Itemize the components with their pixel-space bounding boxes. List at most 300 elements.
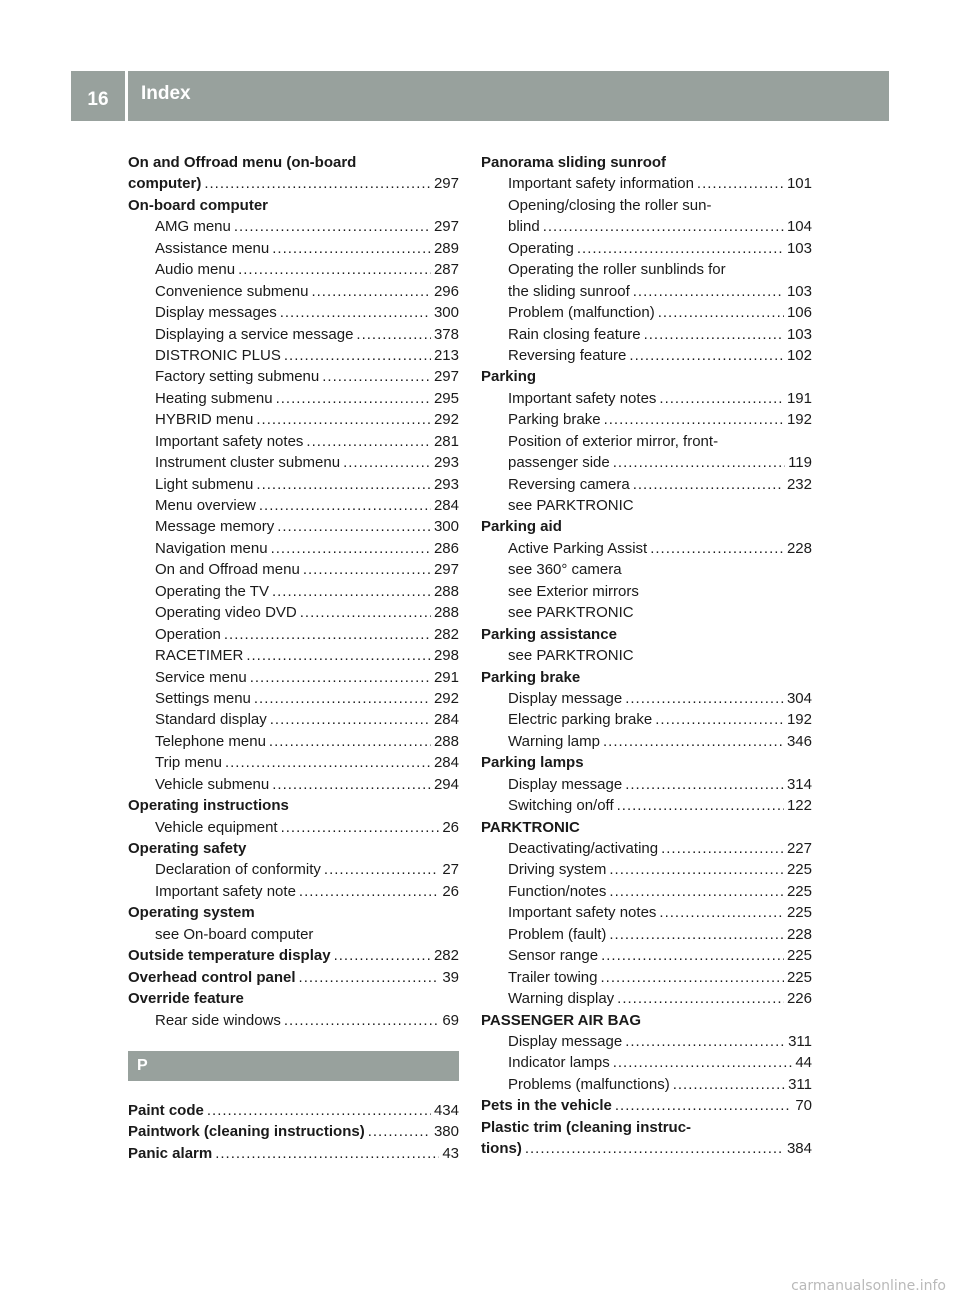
- entry-label: Driving system: [508, 861, 607, 879]
- entry-label: Important safety information: [508, 175, 694, 193]
- index-entry: [481, 1095, 812, 1116]
- index-subentry: [128, 366, 459, 387]
- page-reference[interactable]: 297: [433, 368, 459, 386]
- entry-label: Overhead control panel: [128, 968, 296, 986]
- page-reference[interactable]: 192: [786, 411, 812, 429]
- page-reference[interactable]: 191: [786, 389, 812, 407]
- leader-dots: [617, 795, 784, 816]
- page-reference[interactable]: 292: [433, 689, 459, 707]
- entry-label: the sliding sunroof: [508, 282, 630, 300]
- leader-dots: [254, 688, 431, 709]
- page-reference[interactable]: 297: [433, 561, 459, 579]
- entry-label: Operating video DVD: [155, 604, 297, 622]
- index-subentry: [128, 859, 459, 880]
- leader-dots: [306, 431, 431, 452]
- index-entry: [128, 1121, 459, 1142]
- page-reference[interactable]: 226: [786, 990, 812, 1008]
- entry-label: On and Offroad menu: [155, 561, 300, 579]
- index-subtext: [481, 495, 812, 516]
- index-subentry: [128, 731, 459, 752]
- index-entry: [128, 1143, 459, 1164]
- index-subentry: [481, 388, 812, 409]
- leader-dots: [644, 324, 784, 345]
- page-reference[interactable]: 297: [433, 218, 459, 236]
- index-subentry: [481, 324, 812, 345]
- page-reference[interactable]: 297: [433, 175, 459, 193]
- page-reference[interactable]: 288: [433, 604, 459, 622]
- heading-text: PASSENGER AIR BAG: [481, 1011, 642, 1029]
- index-subentry: [128, 324, 459, 345]
- header-divider: [125, 71, 128, 121]
- entry-label: Display message: [508, 1032, 623, 1050]
- index-subentry: [128, 559, 459, 580]
- entry-label: HYBRID menu: [155, 411, 254, 429]
- leader-dots: [299, 881, 439, 902]
- index-subtext: [481, 645, 812, 666]
- leader-dots: [259, 495, 431, 516]
- index-subentry: [128, 259, 459, 280]
- index-heading: [481, 516, 812, 537]
- leader-dots: [673, 1074, 785, 1095]
- index-subentry: [128, 238, 459, 259]
- page-reference[interactable]: 122: [786, 797, 812, 815]
- index-heading: [481, 667, 812, 688]
- page-reference[interactable]: 284: [433, 497, 459, 514]
- entry-label: Reversing camera: [508, 475, 630, 493]
- leader-dots: [272, 774, 431, 795]
- leader-dots: [207, 1100, 431, 1121]
- heading-text: Parking lamps: [481, 754, 584, 772]
- index-subentry: [481, 731, 812, 752]
- entry-label: Warning lamp: [508, 732, 600, 750]
- index-subtext: [481, 581, 812, 602]
- leader-dots: [609, 924, 784, 945]
- entry-label: Parking brake: [508, 411, 601, 429]
- entry-label: Paint code: [128, 1101, 204, 1119]
- page-reference[interactable]: 284: [433, 754, 459, 772]
- entry-text: see On-board computer: [155, 925, 314, 943]
- heading-text: Parking aid: [481, 518, 562, 536]
- entry-label: Active Parking Assist: [508, 539, 648, 557]
- leader-dots: [272, 581, 431, 602]
- entry-label: Vehicle equipment: [155, 818, 278, 836]
- page-reference[interactable]: 43: [442, 1144, 459, 1162]
- index-subentry: [481, 881, 812, 902]
- leader-dots: [659, 902, 784, 923]
- entry-label: Instrument cluster submenu: [155, 454, 341, 472]
- entry-text: Opening/closing the roller sun-: [508, 196, 712, 214]
- page-reference[interactable]: 227: [786, 840, 812, 857]
- index-subentry: [128, 624, 459, 645]
- index-subentry: [128, 645, 459, 666]
- page-reference[interactable]: 281: [433, 432, 459, 450]
- page-reference[interactable]: 39: [442, 968, 459, 986]
- index-subentry: [128, 281, 459, 302]
- index-entry: [128, 173, 459, 194]
- index-subentry: [481, 1031, 812, 1052]
- index-subtext: [481, 259, 812, 280]
- index-subentry: [128, 495, 459, 516]
- index-subentry: [481, 1074, 812, 1095]
- heading-text: Operating system: [128, 904, 255, 922]
- heading-text: Panorama sliding sunroof: [481, 154, 667, 171]
- index-subentry: [481, 538, 812, 559]
- index-subentry: [481, 924, 812, 945]
- leader-dots: [613, 452, 785, 473]
- index-heading: [481, 624, 812, 645]
- leader-dots: [334, 945, 431, 966]
- heading-text: PARKTRONIC: [481, 818, 580, 836]
- leader-dots: [615, 1095, 792, 1116]
- page-reference[interactable]: 282: [433, 947, 459, 965]
- header-bar: [71, 71, 889, 121]
- entry-label: Operation: [155, 625, 221, 643]
- index-heading: [128, 988, 459, 1009]
- entry-label: Problem (fault): [508, 925, 607, 943]
- index-subentry: [481, 838, 812, 859]
- page-reference[interactable]: 378: [433, 325, 459, 343]
- leader-dots: [633, 474, 784, 495]
- index-entry: [128, 1100, 459, 1121]
- entry-label: Outside temperature display: [128, 947, 331, 965]
- index-subentry: [128, 602, 459, 623]
- page-reference[interactable]: 380: [433, 1123, 459, 1141]
- index-heading: [128, 195, 459, 216]
- entry-label: Important safety notes: [155, 432, 304, 450]
- page-reference[interactable]: 291: [433, 668, 459, 686]
- index-subtext: [481, 431, 812, 452]
- index-subentry: [128, 516, 459, 537]
- page-reference[interactable]: 228: [786, 539, 812, 557]
- index-subentry: [481, 238, 812, 259]
- index-entry: [481, 1138, 812, 1159]
- entry-text: see PARKTRONIC: [508, 497, 634, 514]
- index-heading: [128, 902, 459, 923]
- heading-text: Parking assistance: [481, 625, 617, 643]
- page-reference[interactable]: 311: [788, 1075, 812, 1093]
- entry-text: see 360° camera: [508, 561, 622, 579]
- page-reference[interactable]: 225: [786, 947, 812, 965]
- entry-label: Sensor range: [508, 947, 599, 965]
- entry-label: DISTRONIC PLUS: [155, 346, 281, 364]
- page-reference[interactable]: 311: [788, 1032, 812, 1050]
- index-subentry: [481, 302, 812, 323]
- leader-dots: [277, 516, 431, 537]
- leader-dots: [256, 409, 431, 430]
- page-reference[interactable]: 284: [433, 711, 459, 729]
- entry-label: Display message: [508, 689, 623, 707]
- index-subentry: [481, 281, 812, 302]
- index-entry-wrap: [128, 152, 459, 173]
- heading-text: Operating safety: [128, 840, 247, 857]
- entry-label: Important safety notes: [508, 904, 657, 922]
- page-reference[interactable]: 213: [433, 346, 459, 364]
- page-reference[interactable]: 232: [786, 475, 812, 493]
- index-subentry: [128, 881, 459, 902]
- entry-label: Audio menu: [155, 261, 236, 279]
- page-reference[interactable]: 300: [433, 518, 459, 536]
- leader-dots: [303, 559, 431, 580]
- index-heading: [128, 838, 459, 859]
- index-subentry: [128, 388, 459, 409]
- leader-dots: [250, 667, 431, 688]
- index-subentry: [481, 774, 812, 795]
- page-reference[interactable]: 192: [786, 711, 812, 729]
- entry-label: Switching on/off: [508, 797, 614, 815]
- index-subentry: [128, 709, 459, 730]
- entry-label: Warning display: [508, 990, 615, 1008]
- leader-dots: [603, 731, 784, 752]
- page-reference[interactable]: 296: [433, 282, 459, 300]
- leader-dots: [613, 1052, 793, 1073]
- leader-dots: [658, 302, 784, 323]
- page-reference[interactable]: 119: [788, 454, 812, 472]
- section-title: Index: [141, 83, 191, 104]
- index-subentry: [481, 409, 812, 430]
- index-subentry: [128, 409, 459, 430]
- entry-label: Navigation menu: [155, 539, 268, 557]
- leader-dots: [633, 281, 784, 302]
- entry-label: Menu overview: [155, 497, 256, 514]
- entry-label: blind: [508, 218, 540, 236]
- entry-label: Message memory: [155, 518, 275, 536]
- heading-text: Operating instructions: [128, 797, 289, 815]
- index-subentry: [128, 667, 459, 688]
- entry-label: Display messages: [155, 304, 277, 322]
- page-reference[interactable]: 228: [786, 925, 812, 943]
- entry-text: Plastic trim (cleaning instruc-: [481, 1118, 692, 1136]
- leader-dots: [525, 1138, 784, 1159]
- leader-dots: [284, 1010, 439, 1031]
- entry-text: see PARKTRONIC: [508, 647, 634, 665]
- page-reference[interactable]: 434: [433, 1101, 459, 1119]
- entry-label: Rain closing feature: [508, 325, 641, 343]
- index-heading: [481, 1010, 812, 1031]
- leader-dots: [272, 238, 431, 259]
- entry-label: Trip menu: [155, 754, 222, 772]
- leader-dots: [609, 881, 784, 902]
- index-entry: [128, 945, 459, 966]
- leader-dots: [625, 688, 784, 709]
- page-reference[interactable]: 314: [786, 775, 812, 793]
- index-subentry: [481, 902, 812, 923]
- leader-dots: [246, 645, 431, 666]
- leader-dots: [659, 388, 784, 409]
- leader-dots: [215, 1143, 439, 1164]
- index-heading: [481, 817, 812, 838]
- page-reference[interactable]: 298: [433, 647, 459, 665]
- entry-label: Pets in the vehicle: [481, 1097, 612, 1115]
- index-subentry: [128, 752, 459, 773]
- leader-dots: [256, 474, 431, 495]
- index-subentry: [128, 474, 459, 495]
- leader-dots: [655, 709, 784, 730]
- index-heading: [128, 795, 459, 816]
- page-reference[interactable]: 225: [786, 861, 812, 879]
- entry-label: Deactivating/activating: [508, 840, 659, 857]
- page-reference[interactable]: 295: [433, 389, 459, 407]
- entry-label: Display message: [508, 775, 623, 793]
- page-reference[interactable]: 225: [786, 904, 812, 922]
- entry-label: Reversing feature: [508, 346, 627, 364]
- page-reference[interactable]: 282: [433, 625, 459, 643]
- page-reference[interactable]: 103: [786, 239, 812, 257]
- leader-dots: [224, 624, 431, 645]
- heading-text: Parking brake: [481, 668, 581, 686]
- index-subtext: [481, 559, 812, 580]
- leader-dots: [284, 345, 431, 366]
- index-subentry: [481, 474, 812, 495]
- leader-dots: [299, 967, 440, 988]
- leader-dots: [609, 859, 784, 880]
- page-reference[interactable]: 69: [442, 1011, 459, 1029]
- index-heading: [481, 366, 812, 387]
- page-reference[interactable]: 70: [795, 1097, 812, 1115]
- page-reference[interactable]: 225: [786, 882, 812, 900]
- leader-dots: [322, 366, 431, 387]
- index-entry-wrap: [481, 1117, 812, 1138]
- index-subentry: [481, 173, 812, 194]
- entry-label: Important safety notes: [508, 389, 657, 407]
- page-number: 16: [87, 89, 109, 110]
- entry-label: Factory setting submenu: [155, 368, 320, 386]
- page-reference[interactable]: 106: [786, 304, 812, 322]
- leader-dots: [617, 988, 784, 1009]
- entry-label: Heating submenu: [155, 389, 273, 407]
- leader-dots: [324, 859, 439, 880]
- heading-text: Override feature: [128, 990, 244, 1008]
- page-reference[interactable]: 27: [442, 861, 459, 879]
- leader-dots: [300, 602, 431, 623]
- page-reference[interactable]: 103: [786, 325, 812, 343]
- leader-dots: [604, 409, 784, 430]
- page-reference[interactable]: 103: [786, 282, 812, 300]
- page-reference[interactable]: 288: [433, 582, 459, 600]
- leader-dots: [600, 967, 783, 988]
- entry-label: Function/notes: [508, 882, 607, 900]
- entry-label: Problems (malfunctions): [508, 1075, 670, 1093]
- leader-dots: [661, 838, 784, 859]
- letter-section-header: P: [128, 1051, 459, 1081]
- leader-dots: [625, 1031, 785, 1052]
- page-reference[interactable]: 101: [786, 175, 812, 193]
- page-reference[interactable]: 287: [433, 261, 459, 279]
- entry-label: passenger side: [508, 454, 610, 472]
- leader-dots: [276, 388, 431, 409]
- entry-label: Light submenu: [155, 475, 254, 493]
- page-reference[interactable]: 293: [433, 454, 459, 472]
- leader-dots: [204, 173, 431, 194]
- entry-label: Indicator lamps: [508, 1054, 610, 1072]
- index-subtext: [481, 602, 812, 623]
- entry-label: Panic alarm: [128, 1144, 213, 1162]
- index-subentry: [128, 216, 459, 237]
- entry-label: Displaying a service message: [155, 325, 354, 343]
- index-subtext: [481, 195, 812, 216]
- entry-label: RACETIMER: [155, 647, 244, 665]
- page-reference[interactable]: 26: [442, 882, 459, 900]
- leader-dots: [269, 731, 431, 752]
- leader-dots: [238, 259, 431, 280]
- entry-label: Declaration of conformity: [155, 861, 321, 879]
- page-reference[interactable]: 289: [433, 239, 459, 257]
- page-reference[interactable]: 286: [433, 539, 459, 557]
- leader-dots: [280, 302, 431, 323]
- page-reference[interactable]: 102: [786, 346, 812, 364]
- page-reference[interactable]: 294: [433, 775, 459, 793]
- index-subentry: [481, 345, 812, 366]
- leader-dots: [625, 774, 784, 795]
- page-reference[interactable]: 384: [786, 1140, 812, 1158]
- entry-text: see PARKTRONIC: [508, 604, 634, 622]
- index-subentry: [128, 302, 459, 323]
- index-heading: [481, 752, 812, 773]
- entry-label: computer): [128, 175, 202, 193]
- page-reference[interactable]: 288: [433, 732, 459, 750]
- entry-label: Operating the TV: [155, 582, 269, 600]
- leader-dots: [234, 216, 431, 237]
- page-reference[interactable]: 225: [786, 968, 812, 986]
- page-reference[interactable]: 44: [795, 1054, 812, 1072]
- index-subentry: [128, 345, 459, 366]
- entry-text: On and Offroad menu (on-board: [128, 154, 357, 171]
- page-reference[interactable]: 346: [786, 732, 812, 750]
- index-subentry: [128, 538, 459, 559]
- index-subentry: [128, 774, 459, 795]
- page-reference[interactable]: 104: [786, 218, 812, 236]
- entry-label: Important safety note: [155, 882, 296, 900]
- index-subentry: [128, 452, 459, 473]
- index-subentry: [128, 431, 459, 452]
- index-subentry: [481, 709, 812, 730]
- leader-dots: [697, 173, 784, 194]
- entry-text: Position of exterior mirror, front-: [508, 432, 719, 450]
- leader-dots: [271, 538, 431, 559]
- entry-label: Convenience submenu: [155, 282, 309, 300]
- entry-label: Problem (malfunction): [508, 304, 655, 322]
- index-column-left: [128, 152, 459, 1164]
- index-subentry: [481, 216, 812, 237]
- heading-text: Parking: [481, 368, 537, 386]
- leader-dots: [368, 1121, 431, 1142]
- leader-dots: [356, 324, 431, 345]
- page-reference[interactable]: 304: [786, 689, 812, 707]
- index-subentry: [128, 817, 459, 838]
- entry-text: see Exterior mirrors: [508, 582, 639, 600]
- page-reference[interactable]: 26: [442, 818, 459, 836]
- index-heading: [481, 152, 812, 173]
- leader-dots: [577, 238, 784, 259]
- entry-label: Rear side windows: [155, 1011, 281, 1029]
- index-subentry: [481, 688, 812, 709]
- entry-label: Standard display: [155, 711, 267, 729]
- watermark: carmanualsonline.info: [791, 1278, 946, 1294]
- page-reference[interactable]: 300: [433, 304, 459, 322]
- index-subentry: [481, 795, 812, 816]
- index-subentry: [481, 452, 812, 473]
- page-reference[interactable]: 293: [433, 475, 459, 493]
- leader-dots: [629, 345, 784, 366]
- entry-label: AMG menu: [155, 218, 231, 236]
- entry-label: Telephone menu: [155, 732, 266, 750]
- leader-dots: [543, 216, 784, 237]
- entry-label: Vehicle submenu: [155, 775, 270, 793]
- leader-dots: [270, 709, 431, 730]
- entry-label: Service menu: [155, 668, 247, 686]
- leader-dots: [225, 752, 431, 773]
- leader-dots: [601, 945, 784, 966]
- page-reference[interactable]: 292: [433, 411, 459, 429]
